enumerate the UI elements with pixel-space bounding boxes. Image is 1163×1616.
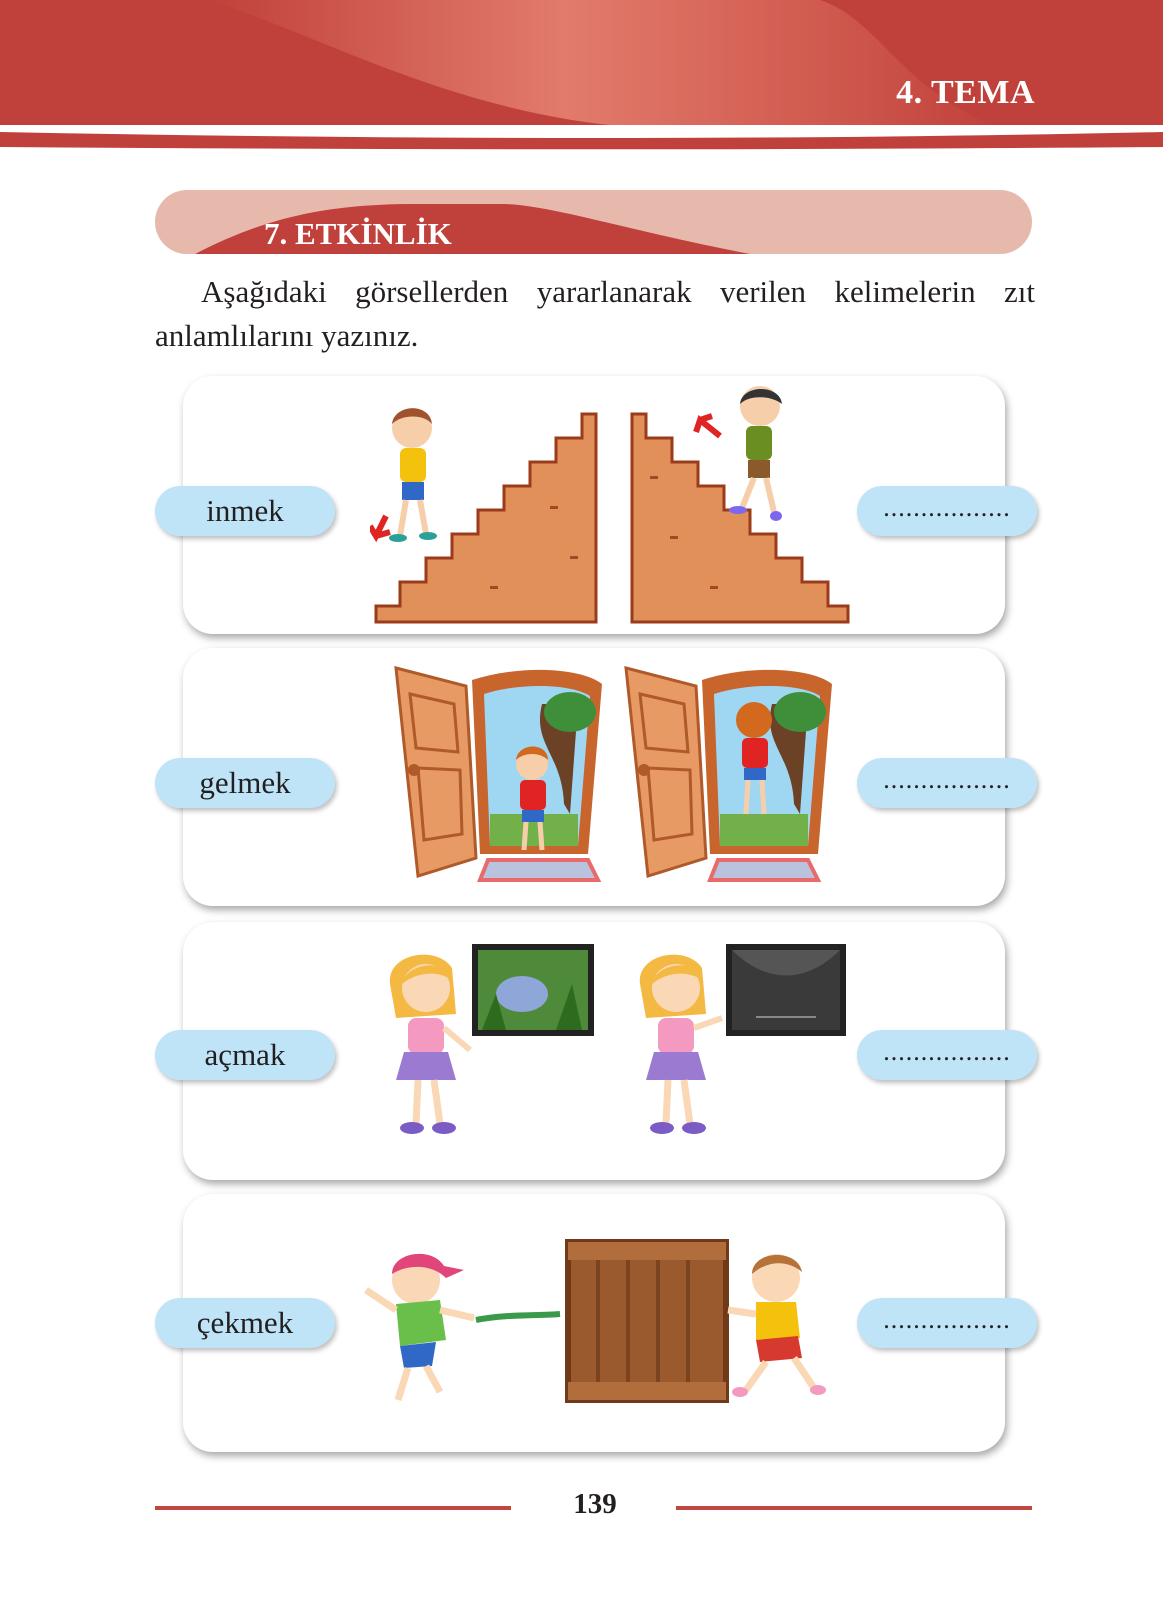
- answer-field-acmak[interactable]: .................: [857, 1030, 1037, 1080]
- answer-field-cekmek[interactable]: .................: [857, 1298, 1037, 1348]
- door-left: [396, 668, 602, 880]
- stairs-illustration: [370, 386, 850, 626]
- tv-on: [472, 944, 594, 1036]
- answer-field-gelmek[interactable]: .................: [857, 758, 1037, 808]
- rope: [476, 1314, 560, 1320]
- boy-ascending: [729, 386, 782, 521]
- word-inmek: inmek: [155, 486, 335, 536]
- footer-rule-left: [155, 1506, 511, 1510]
- wooden-crate: [568, 1242, 726, 1400]
- word-gelmek: gelmek: [155, 758, 335, 808]
- activity-banner: [155, 190, 1032, 254]
- girl-tv-off: [640, 955, 722, 1134]
- boy-descending: [389, 408, 437, 542]
- word-acmak: açmak: [155, 1030, 335, 1080]
- girl-tv-on: [390, 955, 470, 1134]
- section-label: 4. TEMA: [896, 74, 1035, 111]
- boy-pushing: [728, 1254, 826, 1397]
- word-cekmek: çekmek: [155, 1298, 335, 1348]
- footer-rule-right: [676, 1506, 1032, 1510]
- tv-off: [726, 944, 846, 1036]
- door-right: [626, 668, 832, 880]
- activity-title: 7. ETKİNLİK: [264, 216, 452, 251]
- answer-field-inmek[interactable]: .................: [857, 486, 1037, 536]
- boy-pulling: [366, 1254, 474, 1400]
- instructions: Aşağıdaki görsellerden yararlanarak verilen kelimelerin zıt anlamlılarını yazınız.: [155, 274, 1035, 353]
- page-number: 139: [573, 1488, 617, 1520]
